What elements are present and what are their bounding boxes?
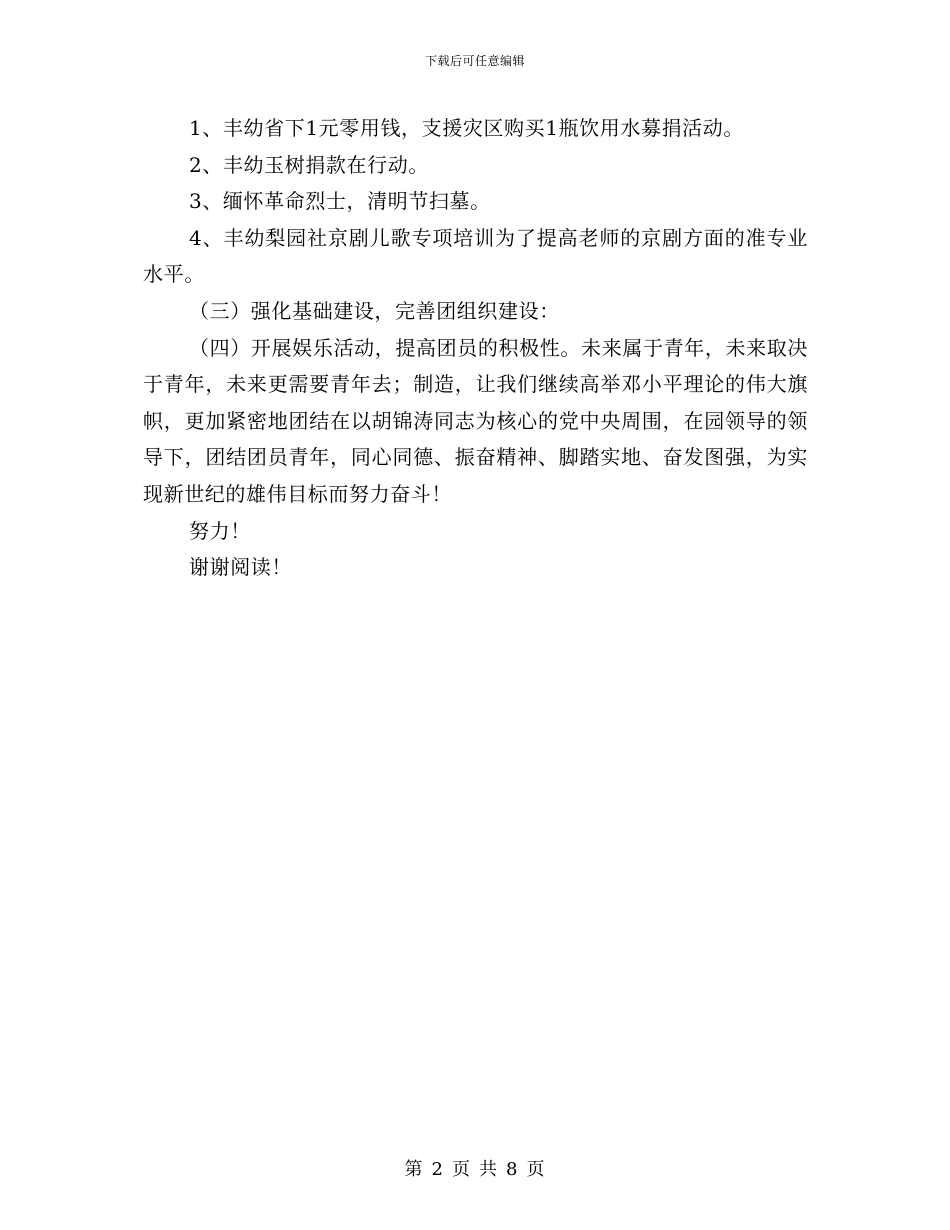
section-paragraph-4: （四）开展娱乐活动，提高团员的积极性。未来属于青年，未来取决于青年，未来更需要青年去；制造，让我们继续高举邓小平理论的伟大旗帜，更加紧密地团结在以胡锦涛同志为核心的党中央周围，在园领导的领导下，团结团员青年，同心同德、振奋精神、脚踏实地、奋发图强，为实现新世纪的雄伟目标而努力奋斗！ xyxy=(143,335,808,506)
section-heading-3: （三）强化基础建设，完善团组织建设： xyxy=(189,298,560,323)
list-item-3: 3、缅怀革命烈士，清明节扫墓。 xyxy=(189,189,491,214)
list-item-4: 4、丰幼梨园社京剧儿歌专项培训为了提高老师的京剧方面的准专业水平。 xyxy=(143,225,808,287)
closing-line-thanks: 谢谢阅读！ xyxy=(189,555,292,580)
footer-total-pages: 8 xyxy=(506,1159,519,1180)
footer-total-prefix: 共 xyxy=(479,1159,498,1180)
footer-page-prefix: 第 xyxy=(404,1159,424,1180)
list-item-2: 2、丰幼玉树捐款在行动。 xyxy=(189,152,429,177)
page-footer xyxy=(0,1155,950,1181)
list-item-1: 1、丰幼省下1元零用钱，支援灾区购买1瓶饮用水募捐活动。 xyxy=(189,116,744,140)
closing-line-effort: 努力！ xyxy=(189,518,251,543)
footer-page-number: 2 xyxy=(431,1159,444,1180)
footer-page-suffix: 页 xyxy=(526,1159,546,1180)
page-header: 下载后可任意编辑 xyxy=(424,54,525,68)
document-body xyxy=(143,110,808,586)
footer-page-mid: 页 xyxy=(452,1159,471,1180)
